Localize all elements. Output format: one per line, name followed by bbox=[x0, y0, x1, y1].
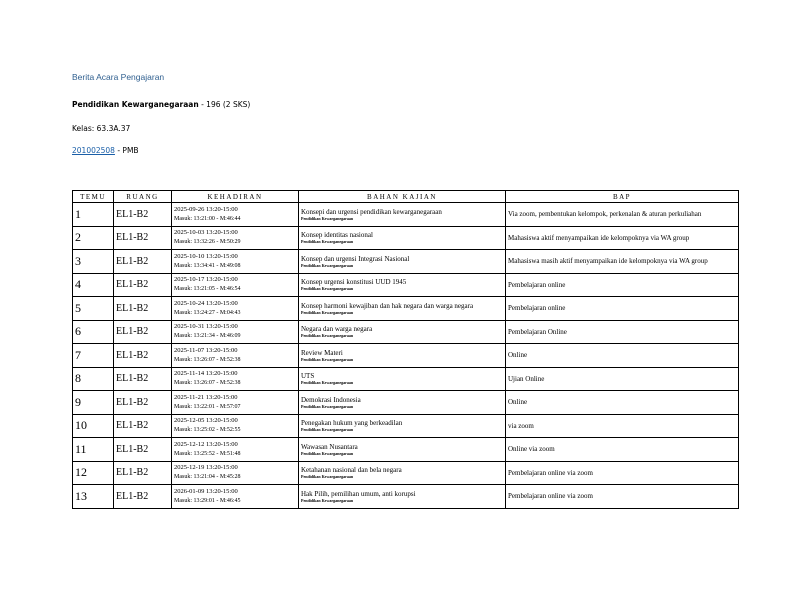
topic-course: Pendidikan Kewarganegaraan bbox=[301, 497, 354, 503]
topic-course: Pendidikan Kewarganegaraan bbox=[301, 380, 354, 386]
lecturer-id-link[interactable]: 201002508 bbox=[72, 146, 115, 155]
check-in-time: Masuk: 13:29:01 - M:46:45 bbox=[174, 497, 241, 504]
topic-text: Demokrasi Indonesia bbox=[301, 395, 361, 404]
topic-course: Pendidikan Kewarganegaraan bbox=[301, 333, 354, 339]
ruang-cell: EL1-B2 bbox=[114, 438, 172, 462]
check-in-time: Masuk: 13:24:27 - M:04:43 bbox=[174, 309, 241, 316]
kehadiran-cell bbox=[172, 438, 299, 462]
course-name: Pendidikan Kewarganegaraan bbox=[72, 100, 199, 109]
kehadiran-cell bbox=[172, 273, 299, 297]
topic-text: Ketahanan nasional dan bela negara bbox=[301, 466, 402, 475]
topic-text: Konsep harmoni kewajiban dan hak negara dan warga negara bbox=[301, 301, 474, 310]
check-in-time: Masuk: 13:21:05 - M:46:54 bbox=[174, 286, 241, 293]
table-header-row bbox=[73, 191, 739, 203]
topic-course: Pendidikan Kewarganegaraan bbox=[301, 474, 354, 480]
kehadiran-cell bbox=[172, 297, 299, 321]
temu-cell: 5 bbox=[73, 297, 114, 321]
lecturer-line bbox=[72, 146, 139, 155]
bap-cell: Online bbox=[506, 344, 739, 368]
session-datetime: 2025-10-31 13:20-15:00 bbox=[174, 323, 238, 331]
ruang-cell: EL1-B2 bbox=[114, 414, 172, 438]
kehadiran-cell bbox=[172, 367, 299, 391]
bahan-kajian-cell bbox=[299, 273, 506, 297]
ruang-cell: EL1-B2 bbox=[114, 367, 172, 391]
table-row bbox=[73, 250, 739, 274]
kehadiran-cell bbox=[172, 414, 299, 438]
temu-cell: 4 bbox=[73, 273, 114, 297]
column-header-kehadiran: KEHADIRAN bbox=[172, 191, 299, 203]
bahan-kajian-cell bbox=[299, 414, 506, 438]
session-datetime: 2025-10-03 13:20-15:00 bbox=[174, 229, 238, 237]
bahan-kajian-cell bbox=[299, 367, 506, 391]
bap-cell: Mahasiswa masih aktif menyampaikan ide kelompoknya via WA group bbox=[506, 250, 739, 274]
kehadiran-cell bbox=[172, 391, 299, 415]
topic-text: Wawasan Nusantara bbox=[301, 442, 358, 451]
table-row bbox=[73, 438, 739, 462]
bahan-kajian-cell bbox=[299, 320, 506, 344]
topic-text: UTS bbox=[301, 372, 315, 381]
temu-cell: 1 bbox=[73, 203, 114, 227]
topic-text: Konsep dan urgensi Integrasi Nasional bbox=[301, 254, 410, 263]
check-in-time: Masuk: 13:21:34 - M:46:09 bbox=[174, 333, 241, 340]
bahan-kajian-cell bbox=[299, 344, 506, 368]
topic-text: Konsepi dan urgensi pendidikan kewarganegaraan bbox=[301, 207, 442, 216]
table-body bbox=[73, 203, 739, 509]
temu-cell: 6 bbox=[73, 320, 114, 344]
ruang-cell: EL1-B2 bbox=[114, 344, 172, 368]
bap-cell: Pembelajaran online bbox=[506, 273, 739, 297]
ruang-cell: EL1-B2 bbox=[114, 250, 172, 274]
bahan-kajian-cell bbox=[299, 485, 506, 509]
table-row bbox=[73, 226, 739, 250]
column-header-bahan-kajian: BAHAN KAJIAN bbox=[299, 191, 506, 203]
table-row bbox=[73, 203, 739, 227]
bap-cell: Pembelajaran online via zoom bbox=[506, 461, 739, 485]
table-row bbox=[73, 344, 739, 368]
kehadiran-cell bbox=[172, 250, 299, 274]
check-in-time: Masuk: 13:26:07 - M:52:38 bbox=[174, 380, 241, 387]
session-datetime: 2025-12-05 13:20-15:00 bbox=[174, 417, 238, 425]
check-in-time: Masuk: 13:32:26 - M:50:29 bbox=[174, 239, 241, 246]
course-code: - 196 (2 SKS) bbox=[198, 100, 251, 109]
session-datetime: 2025-09-26 13:20-15:00 bbox=[174, 205, 238, 213]
temu-cell: 10 bbox=[73, 414, 114, 438]
temu-cell: 9 bbox=[73, 391, 114, 415]
bap-cell: via zoom bbox=[506, 414, 739, 438]
kehadiran-cell bbox=[172, 320, 299, 344]
bap-cell: Pembelajaran online bbox=[506, 297, 739, 321]
bap-cell: Online via zoom bbox=[506, 438, 739, 462]
kehadiran-cell bbox=[172, 485, 299, 509]
check-in-time: Masuk: 13:25:02 - M:52:55 bbox=[174, 427, 241, 434]
kehadiran-cell bbox=[172, 203, 299, 227]
table-row bbox=[73, 367, 739, 391]
session-datetime: 2025-11-07 13:20-15:00 bbox=[174, 346, 238, 354]
check-in-time: Masuk: 13:22:01 - M:57:07 bbox=[174, 403, 241, 410]
ruang-cell: EL1-B2 bbox=[114, 461, 172, 485]
ruang-cell: EL1-B2 bbox=[114, 320, 172, 344]
topic-text: Negara dan warga negara bbox=[301, 325, 373, 334]
lecturer-suffix: - PMB bbox=[114, 146, 139, 155]
session-datetime: 2025-11-14 13:20-15:00 bbox=[174, 370, 238, 378]
topic-course: Pendidikan Kewarganegaraan bbox=[301, 262, 354, 268]
bahan-kajian-cell bbox=[299, 438, 506, 462]
table-row bbox=[73, 485, 739, 509]
check-in-time: Masuk: 13:26:07 - M:52:38 bbox=[174, 356, 241, 363]
topic-text: Hak Pilih, pemilihan umum, anti korupsi bbox=[301, 489, 416, 498]
bahan-kajian-cell bbox=[299, 297, 506, 321]
kehadiran-cell bbox=[172, 226, 299, 250]
column-header-bap: BAP bbox=[506, 191, 739, 203]
session-datetime: 2025-10-10 13:20-15:00 bbox=[174, 252, 238, 260]
topic-course: Pendidikan Kewarganegaraan bbox=[301, 215, 354, 221]
table-row bbox=[73, 414, 739, 438]
topic-text: Review Materi bbox=[301, 348, 343, 357]
course-title bbox=[72, 100, 250, 109]
topic-text: Penegakan hukum yang berkeadilan bbox=[301, 419, 403, 428]
temu-cell: 13 bbox=[73, 485, 114, 509]
bap-cell: Ujian Online bbox=[506, 367, 739, 391]
table-row bbox=[73, 320, 739, 344]
session-datetime: 2025-11-21 13:20-15:00 bbox=[174, 393, 238, 401]
session-datetime: 2025-12-12 13:20-15:00 bbox=[174, 440, 238, 448]
temu-cell: 12 bbox=[73, 461, 114, 485]
topic-course: Pendidikan Kewarganegaraan bbox=[301, 309, 354, 315]
bap-cell: Mahasiswa aktif menyampaikan ide kelompoknya via WA group bbox=[506, 226, 739, 250]
check-in-time: Masuk: 13:21:04 - M:45:28 bbox=[174, 474, 241, 481]
temu-cell: 3 bbox=[73, 250, 114, 274]
check-in-time: Masuk: 13:21:00 - M:46:44 bbox=[174, 215, 241, 222]
check-in-time: Masuk: 13:34:41 - M:49:08 bbox=[174, 262, 241, 269]
topic-text: Konsep urgensi konstitusi UUD 1945 bbox=[301, 278, 407, 287]
bahan-kajian-cell bbox=[299, 203, 506, 227]
session-datetime: 2025-10-24 13:20-15:00 bbox=[174, 299, 238, 307]
kehadiran-cell bbox=[172, 344, 299, 368]
temu-cell: 7 bbox=[73, 344, 114, 368]
ruang-cell: EL1-B2 bbox=[114, 273, 172, 297]
document-title: Berita Acara Pengajaran bbox=[72, 72, 165, 82]
ruang-cell: EL1-B2 bbox=[114, 226, 172, 250]
bap-cell: Pembelajaran online via zoom bbox=[506, 485, 739, 509]
table-row bbox=[73, 391, 739, 415]
topic-course: Pendidikan Kewarganegaraan bbox=[301, 427, 354, 433]
bahan-kajian-cell bbox=[299, 250, 506, 274]
bahan-kajian-cell bbox=[299, 391, 506, 415]
class-label: Kelas: 63.3A.37 bbox=[72, 124, 131, 133]
temu-cell: 11 bbox=[73, 438, 114, 462]
attendance-table bbox=[72, 190, 739, 509]
kehadiran-cell bbox=[172, 461, 299, 485]
bap-cell: Via zoom, pembentukan kelompok, perkenalan & aturan perkuliahan bbox=[506, 203, 739, 227]
topic-course: Pendidikan Kewarganegaraan bbox=[301, 450, 354, 456]
table-row bbox=[73, 461, 739, 485]
ruang-cell: EL1-B2 bbox=[114, 297, 172, 321]
table-row bbox=[73, 273, 739, 297]
bap-cell: Pembelajaran Online bbox=[506, 320, 739, 344]
temu-cell: 2 bbox=[73, 226, 114, 250]
ruang-cell: EL1-B2 bbox=[114, 391, 172, 415]
bahan-kajian-cell bbox=[299, 461, 506, 485]
check-in-time: Masuk: 13:25:52 - M:51:48 bbox=[174, 450, 241, 457]
topic-course: Pendidikan Kewarganegaraan bbox=[301, 286, 354, 292]
topic-text: Konsep identitas nasional bbox=[301, 231, 373, 240]
table-row bbox=[73, 297, 739, 321]
column-header-temu: TEMU bbox=[73, 191, 114, 203]
topic-course: Pendidikan Kewarganegaraan bbox=[301, 239, 354, 245]
ruang-cell: EL1-B2 bbox=[114, 203, 172, 227]
bahan-kajian-cell bbox=[299, 226, 506, 250]
session-datetime: 2025-10-17 13:20-15:00 bbox=[174, 276, 238, 284]
session-datetime: 2025-12-19 13:20-15:00 bbox=[174, 464, 238, 472]
topic-course: Pendidikan Kewarganegaraan bbox=[301, 403, 354, 409]
session-datetime: 2026-01-09 13:20-15:00 bbox=[174, 487, 238, 495]
temu-cell: 8 bbox=[73, 367, 114, 391]
column-header-ruang: RUANG bbox=[114, 191, 172, 203]
topic-course: Pendidikan Kewarganegaraan bbox=[301, 356, 354, 362]
bap-cell: Online bbox=[506, 391, 739, 415]
ruang-cell: EL1-B2 bbox=[114, 485, 172, 509]
